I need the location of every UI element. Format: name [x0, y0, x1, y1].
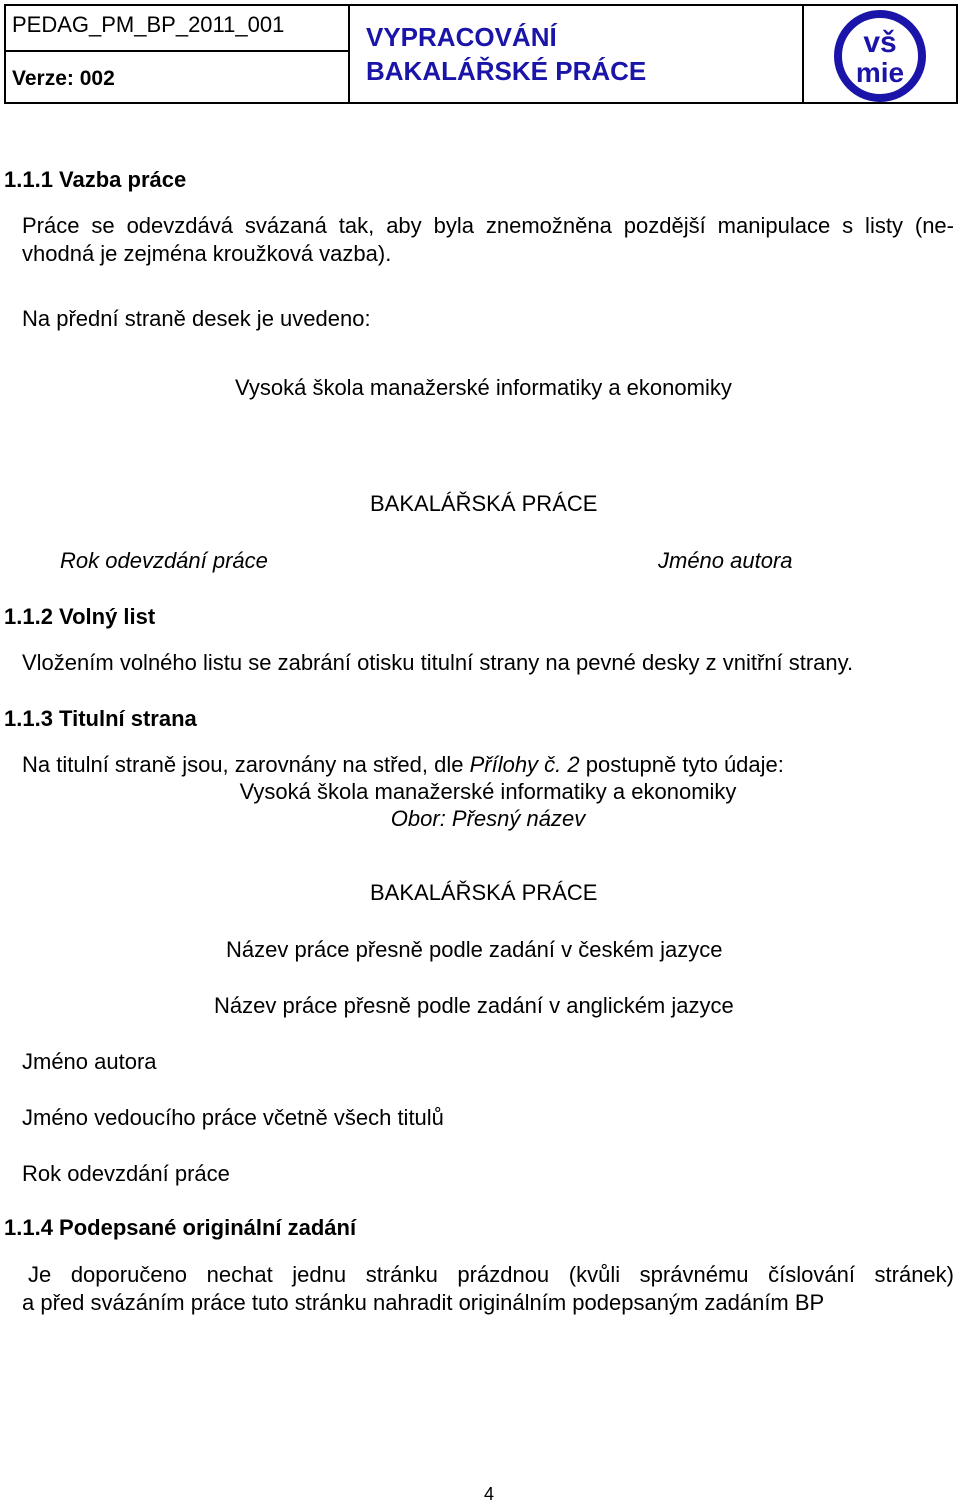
document-code: PEDAG_PM_BP_2011_001	[12, 12, 285, 37]
title-page-title-en: Název práce přesně podle zadání v anglickém jazyce	[214, 993, 734, 1018]
titulni-intro-b: postupně tyto údaje:	[579, 752, 784, 777]
vsmie-logo	[820, 10, 940, 102]
title-page-field: Obor: Přesný název	[390, 806, 586, 831]
zadani-paragraph	[22, 1261, 954, 1317]
header-title-line2: BAKALÁŘSKÉ PRÁCE	[366, 56, 647, 86]
appendix-reference: Přílohy č. 2	[469, 752, 580, 777]
cover-year: Rok odevzdání práce	[60, 548, 268, 573]
page-number: 4	[484, 1484, 495, 1504]
vazba-paragraph-line1: Práce se odevzdává svázaná tak, aby byla znemožněna pozdější manipulace s listy (ne-	[22, 213, 954, 238]
section-heading-vazba: 1.1.1 Vazba práce	[4, 167, 187, 192]
title-page-school-name: Vysoká škola manažerské informatiky a ekonomiky	[239, 779, 737, 804]
section-heading-zadani: 1.1.4 Podepsané originální zadání	[4, 1215, 357, 1240]
logo-text-bottom: mie	[855, 57, 905, 88]
cover-school-name: Vysoká škola manažerské informatiky a ekonomiky	[235, 375, 732, 400]
section-heading-titulni-strana: 1.1.3 Titulní strana	[4, 706, 197, 731]
cover-author: Jméno autora	[658, 548, 793, 573]
title-page-thesis-type: BAKALÁŘSKÁ PRÁCE	[370, 880, 598, 905]
vazba-paragraph-line2: vhodná je zejména kroužková vazba).	[22, 241, 392, 266]
volny-list-paragraph: Vložením volného listu se zabrání otisku titulní strany na pevné desky z vnitřní strany.	[22, 650, 854, 675]
header-title-cell	[350, 6, 804, 102]
title-page-title-cz: Název práce přesně podle zadání v českém jazyce	[226, 937, 723, 962]
header-divider	[6, 50, 348, 52]
section-heading-volny-list: 1.1.2 Volný list	[4, 604, 156, 629]
title-page-author: Jméno autora	[22, 1049, 157, 1074]
zadani-paragraph-line2: a před svázáním práce tuto stránku nahradit originálním podepsaným zadáním BP	[22, 1290, 825, 1315]
titulni-intro-a: Na titulní straně jsou, zarovnány na střed, dle	[22, 752, 470, 777]
header-title-line1: VYPRACOVÁNÍ	[366, 22, 557, 52]
title-page-year: Rok odevzdání práce	[22, 1161, 230, 1186]
titulni-strana-intro	[22, 752, 784, 778]
front-cover-intro: Na přední straně desek je uvedeno:	[22, 306, 371, 331]
zadani-paragraph-line1: Je doporučeno nechat jednu stránku prázdnou (kvůli správnému číslování stránek)	[28, 1262, 954, 1287]
logo-text-top: vš	[863, 26, 897, 59]
header-logo-cell	[804, 6, 956, 102]
cover-thesis-type: BAKALÁŘSKÁ PRÁCE	[370, 491, 598, 516]
header-meta-cell	[6, 6, 350, 102]
title-page-supervisor: Jméno vedoucího práce včetně všech titulů	[22, 1105, 444, 1130]
document-header	[4, 4, 958, 104]
document-version: Verze: 002	[12, 67, 115, 90]
vazba-paragraph	[22, 212, 954, 268]
